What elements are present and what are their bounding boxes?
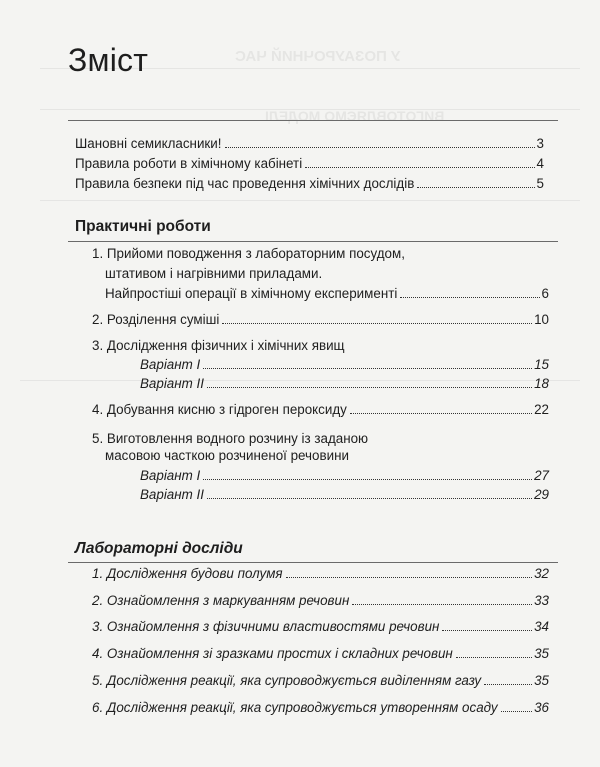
toc-entry-line: штативом і нагрівними приладами.	[105, 266, 323, 281]
toc-entry-title: Варіант II	[140, 376, 204, 391]
toc-entry-title: 5. Дослідження реакції, яка супроводжується виділенням газу	[92, 673, 482, 688]
toc-entry-title: 4. Добування кисню з гідроген пероксиду	[92, 402, 347, 417]
toc-entry-title: Найпростіші операції в хімічному експерименті	[105, 286, 398, 301]
toc-entry	[92, 619, 549, 635]
toc-entry	[92, 593, 549, 609]
section-heading-lab: Лабораторні досліди	[75, 540, 243, 557]
leader-dots	[442, 630, 532, 631]
toc-entry-line: 3. Дослідження фізичних і хімічних явищ	[92, 338, 345, 353]
toc-entry-variant	[140, 487, 549, 503]
leader-dots	[222, 323, 532, 324]
toc-entry-page: 33	[534, 593, 549, 608]
toc-entry-page: 18	[534, 376, 549, 391]
leader-dots	[350, 413, 532, 414]
toc-entry-page: 10	[534, 312, 549, 327]
show-through-text: ВИГОТОВЛЯЄМО МОДЕЛІ	[265, 108, 445, 124]
leader-dots	[400, 297, 539, 298]
leader-dots	[225, 147, 535, 148]
toc-entry	[92, 646, 549, 662]
section-divider	[68, 241, 558, 242]
toc-entry-title: 3. Ознайомлення з фізичними властивостями речовин	[92, 619, 440, 634]
toc-entry-page: 34	[534, 619, 549, 634]
leader-dots	[207, 498, 532, 499]
leader-dots	[203, 368, 532, 369]
toc-entry-title: 4. Ознайомлення зі зразками простих і складних речовин	[92, 646, 453, 661]
toc-entry	[75, 136, 544, 152]
toc-entry-title: Правила безпеки під час проведення хімічних дослідів	[75, 176, 415, 191]
toc-entry-page: 27	[534, 468, 549, 483]
toc-entry	[105, 286, 549, 302]
toc-entry-page: 36	[534, 700, 549, 715]
leader-dots	[501, 711, 533, 712]
toc-entry-title: Варіант I	[140, 357, 201, 372]
show-through-text: У ПОЗАУРОЧНИЙ ЧАС	[235, 48, 401, 65]
toc-entry-variant	[140, 376, 549, 392]
toc-entry-page: 35	[534, 646, 549, 661]
toc-entry	[92, 700, 549, 716]
leader-dots	[203, 479, 532, 480]
toc-entry	[92, 673, 549, 689]
toc-entry-title: 1. Дослідження будови полумя	[92, 566, 283, 581]
toc-entry-page: 32	[534, 566, 549, 581]
toc-entry-page: 3	[536, 136, 544, 151]
leader-dots	[417, 187, 534, 188]
toc-entry	[92, 402, 549, 418]
leader-dots	[456, 657, 532, 658]
section-divider	[68, 562, 558, 563]
toc-entry-title: 6. Дослідження реакції, яка супроводжується утворенням осаду	[92, 700, 498, 715]
toc-entry-page: 35	[534, 673, 549, 688]
toc-entry-page: 4	[536, 156, 544, 171]
toc-entry-title: Варіант I	[140, 468, 201, 483]
leader-dots	[207, 387, 532, 388]
toc-entry-title: Варіант II	[140, 487, 204, 502]
toc-entry-title: Шановні семикласники!	[75, 136, 222, 151]
toc-entry-line: масовою часткою розчиненої речовини	[105, 448, 349, 463]
leader-dots	[286, 577, 533, 578]
leader-dots	[352, 604, 532, 605]
toc-entry	[75, 156, 544, 172]
title-divider	[68, 120, 558, 121]
toc-entry	[92, 312, 549, 328]
toc-entry-page: 6	[541, 286, 549, 301]
toc-entry-page: 29	[534, 487, 549, 502]
toc-entry-line: 5. Виготовлення водного розчину із заданою	[92, 431, 369, 446]
toc-entry-variant	[140, 468, 549, 484]
toc-entry-title: 2. Розділення суміші	[92, 312, 220, 327]
toc-entry-page: 22	[534, 402, 549, 417]
toc-entry-page: 15	[534, 357, 549, 372]
section-heading-practical: Практичні роботи	[75, 218, 211, 235]
leader-dots	[305, 167, 534, 168]
toc-entry-line: 1. Прийоми поводження з лабораторним посудом,	[92, 246, 405, 261]
leader-dots	[484, 684, 532, 685]
toc-entry	[75, 176, 544, 192]
toc-entry-title: 2. Ознайомлення з маркуванням речовин	[92, 593, 350, 608]
page-title: Зміст	[68, 42, 149, 78]
toc-entry	[92, 566, 549, 582]
toc-entry-page: 5	[536, 176, 544, 191]
toc-entry-title: Правила роботи в хімічному кабінеті	[75, 156, 303, 171]
toc-entry-variant	[140, 357, 549, 373]
